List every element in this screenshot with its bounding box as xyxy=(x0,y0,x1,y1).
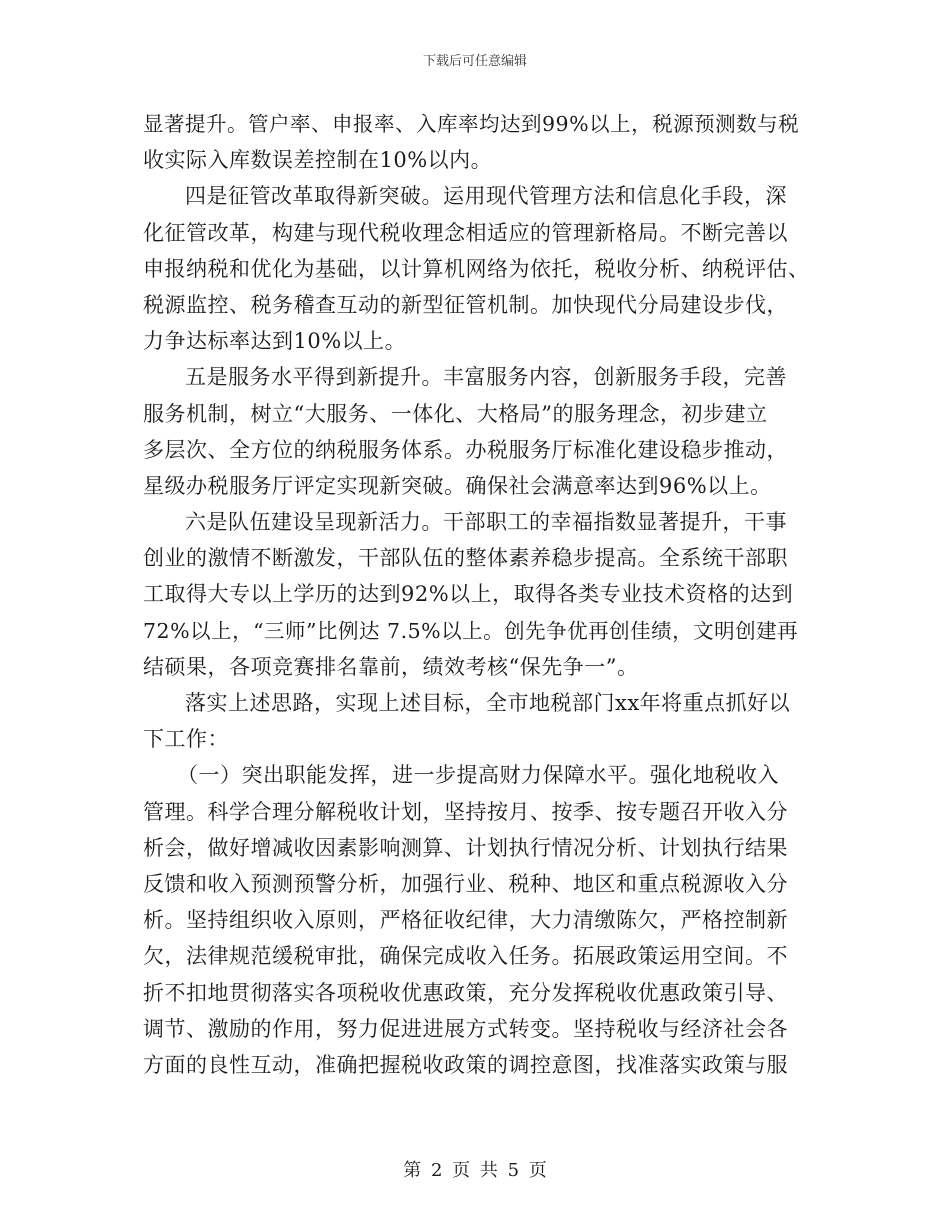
text-line: 申报纳税和优化为基础，以计算机网络为依托，税收分析、纳税评估、 xyxy=(143,256,810,281)
text-line: 下工作： xyxy=(143,727,229,752)
text-line: 服务机制，树立“大服务、一体化、大格局”的服务理念，初步建立 xyxy=(143,401,768,426)
text-line: 方面的良性互动，准确把握税收政策的调控意图，找准落实政策与服 xyxy=(143,1052,788,1077)
text-line: 力争达标率达到10%以上。 xyxy=(143,329,407,354)
text-line: 星级办税服务厅评定实现新突破。确保社会满意率达到96%以上。 xyxy=(143,473,772,498)
text-line: 税源监控、税务稽查互动的新型征管机制。加快现代分局建设步伐， xyxy=(143,292,788,317)
text-line: 创业的激情不断激发，干部队伍的整体素养稳步提高。全系统干部职 xyxy=(143,546,788,571)
text-line: （一）突出职能发挥，进一步提高财力保障水平。强化地税收入 xyxy=(177,763,779,788)
text-line: 收实际入库数误差控制在10%以内。 xyxy=(143,148,493,173)
text-line: 落实上述思路，实现上述目标，全市地税部门xx年将重点抓好以 xyxy=(185,691,791,715)
text-line: 析会，做好增减收因素影响测算、计划执行情况分析、计划执行结果 xyxy=(143,835,788,860)
text-line: 72%以上，“三师”比例达 7.5%以上。创先争优再创佳绩，文明创建再 xyxy=(143,618,799,643)
text-line: 四是征管改革取得新突破。运用现代管理方法和信息化手段，深 xyxy=(185,184,787,209)
page-number-footer: 第 2 页 共 5 页 xyxy=(403,1160,547,1181)
text-line: 欠，法律规范缓税审批，确保完成收入任务。拓展政策运用空间。不 xyxy=(143,944,788,969)
text-line: 析。坚持组织收入原则，严格征收纪律，大力清缴陈欠，严格控制新 xyxy=(143,908,788,933)
text-line: 化征管改革，构建与现代税收理念相适应的管理新格局。不断完善以 xyxy=(143,220,788,245)
page-header-note: 下载后可任意编辑 xyxy=(422,54,527,69)
document-body xyxy=(143,106,813,1083)
text-line: 管理。科学合理分解税收计划，坚持按月、按季、按专题召开收入分 xyxy=(143,799,788,824)
text-line: 五是服务水平得到新提升。丰富服务内容，创新服务手段，完善 xyxy=(185,365,787,390)
text-line: 显著提升。管户率、申报率、入库率均达到99%以上，税源预测数与税 xyxy=(143,112,800,136)
text-line: 六是队伍建设呈现新活力。干部职工的幸福指数显著提升，干事 xyxy=(185,510,787,535)
text-line: 调节、激励的作用，努力促进进展方式转变。坚持税收与经济社会各 xyxy=(143,1016,788,1041)
text-line: 结硕果，各项竞赛排名靠前，绩效考核“保先争一”。 xyxy=(143,654,639,679)
text-line: 工取得大专以上学历的达到92%以上，取得各类专业技术资格的达到 xyxy=(143,582,794,607)
text-line: 折不扣地贯彻落实各项税收优惠政策，充分发挥税收优惠政策引导、 xyxy=(143,980,788,1005)
text-line: 多层次、全方位的纳税服务体系。办税服务厅标准化建设稳步推动， xyxy=(143,437,788,462)
text-line: 反馈和收入预测预警分析，加强行业、税种、地区和重点税源收入分 xyxy=(143,871,788,896)
